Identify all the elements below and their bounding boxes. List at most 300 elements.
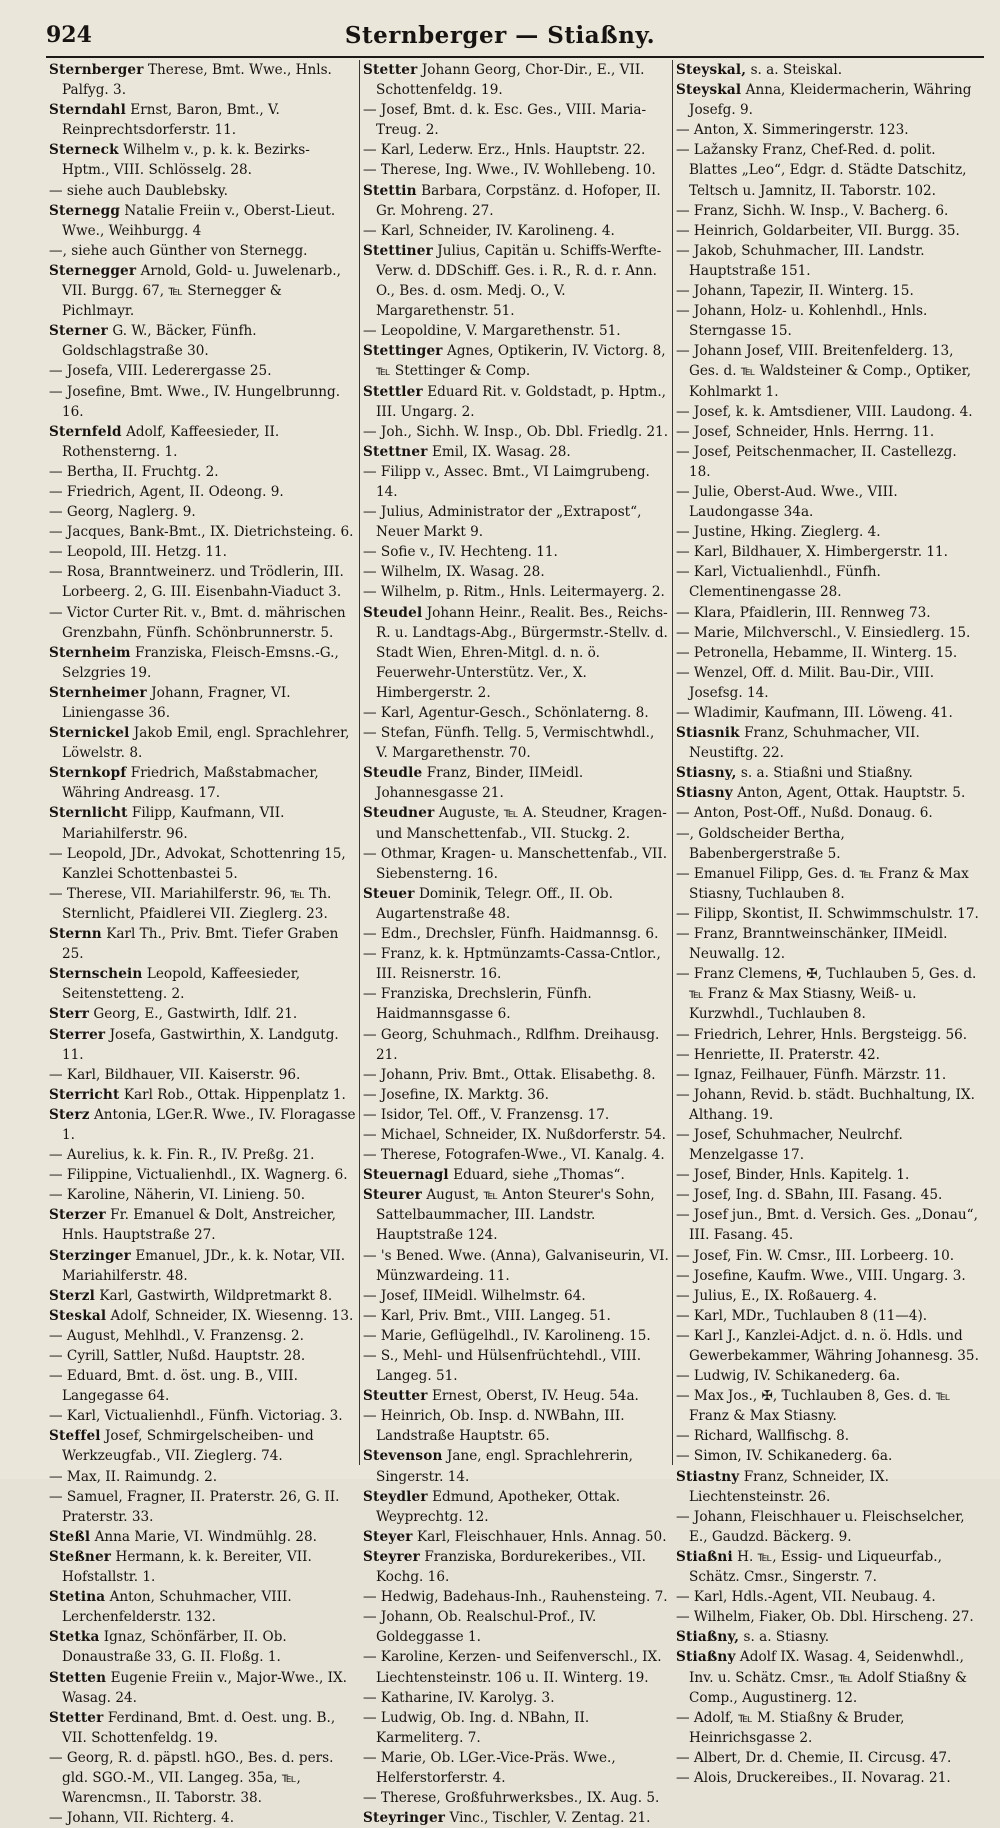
entry-surname: Stiaßny [676,1649,736,1666]
directory-entry [363,1587,669,1607]
entry-details: Franziska, Fleisch-Emsns.-G., Selzgries 19. [62,644,339,681]
directory-entry [676,1085,982,1125]
directory-entry [49,803,356,843]
entry-surname: Stettin [363,182,417,199]
entry-details: — Victor Curter Rit. v., Bmt. d. mährischen Grenzbahn, Fünfh. Schönbrunnerstr. 5. [49,604,346,641]
directory-entry [363,924,669,944]
entry-details: August, ℡ Anton Steurer's Sohn, Sattelbaummacher, III. Landstr. Hauptstraße 124. [376,1187,655,1244]
entry-details: — Leopold, JDr., Advokat, Schottenring 15, Kanzlei Schottenbastei 5. [49,845,346,882]
entry-details: — Josef, Binder, Hnls. Kapitelg. 1. [676,1167,910,1184]
directory-entry [49,844,356,884]
entry-details: — Josef, Bmt. d. k. Esc. Ges., VIII. Maria-Treug. 2. [363,102,647,139]
directory-entry [363,462,669,502]
directory-entry [676,643,982,663]
directory-entry [49,964,356,1004]
entry-details: Georg, E., Gastwirth, Idlf. 21. [93,1006,298,1023]
entry-details: Eugenie Freiin v., Major-Wwe., IX. Wasag. 24. [62,1669,348,1706]
directory-entry [676,1125,982,1165]
entry-surname: Sternegg [49,202,121,219]
entry-surname: Steyskal, [676,62,747,78]
entry-surname: Steudle [363,765,423,782]
directory-entry [676,482,982,522]
entry-details: — Max Jos., ✠, Tuchlauben 8, Ges. d. ℡ Franz & Max Stiasny. [676,1388,951,1425]
entry-details: Franz, Schuhmacher, VII. Neustiftg. 22. [689,725,920,762]
entry-surname: Stettiner [363,242,433,259]
directory-entry [49,1105,356,1145]
directory-entry [676,1768,982,1788]
entry-details: — Josef, Fin. W. Cmsr., III. Lorbeerg. 10. [676,1247,955,1264]
entry-details: — Josef, Peitschenmacher, II. Castellezg. 18. [676,443,957,480]
directory-entry [363,1386,669,1406]
directory-entry [676,1446,982,1466]
directory-entry [49,1346,356,1366]
directory-entry [49,1808,356,1828]
directory-entry [676,442,982,482]
directory-entry [363,703,669,723]
directory-entry [676,422,982,442]
entry-details: — Josef jun., Bmt. d. Versich. Ges. „Donau“, III. Fasang. 45. [676,1207,978,1244]
directory-entry [49,1145,356,1165]
directory-entry [676,964,982,1024]
entry-details: — Karl, Bildhauer, X. Himbergerstr. 11. [676,544,948,561]
entry-surname: Stettler [363,383,423,400]
directory-entry [49,462,356,482]
directory-entry [363,1145,669,1165]
entry-details: Ernest, Oberst, IV. Heug. 54a. [431,1388,639,1405]
entry-details: — Karl, Schneider, IV. Karolineng. 4. [363,222,615,239]
directory-entry [676,1507,982,1547]
directory-entry [49,422,356,462]
directory-entry [49,1306,356,1326]
directory-entry [676,301,982,341]
entry-details: — Heinrich, Goldarbeiter, VII. Burgg. 35. [676,222,960,239]
entry-details: — Richard, Wallfischg. 8. [676,1428,850,1445]
directory-entry [49,542,356,562]
entry-details: — Stefan, Fünfh. Tellg. 5, Vermischtwhdl., V. Margarethenstr. 70. [363,725,655,762]
entry-details: — Simon, IV. Schikanederg. 6a. [676,1448,893,1465]
directory-entry [363,844,669,884]
directory-entry [49,261,356,321]
entry-details: Auguste, ℡ A. Steudner, Kragen- und Manschettenfab., VII. Stuckg. 2. [376,805,667,842]
directory-entry [676,341,982,401]
entry-details: — Johann, Priv. Bmt., Ottak. Elisabethg. 8. [363,1066,656,1083]
directory-entry [363,100,669,140]
entry-surname: Steßl [49,1528,91,1545]
entry-details: — Aurelius, k. k. Fin. R., IV. Preßg. 21. [49,1147,315,1164]
entry-surname: Steudel [363,604,423,621]
entry-details: s. a. Stiasny. [743,1629,830,1646]
directory-entry [363,160,669,180]
entry-details: — Wilhelm, IX. Wasag. 28. [363,564,545,581]
entry-details: — Ludwig, IV. Schikanederg. 6a. [676,1368,901,1385]
entry-surname: Sterndahl [49,102,126,119]
entry-details: Dominik, Telegr. Off., II. Ob. Augartenstraße 48. [376,885,613,922]
entry-details: Johann, Fragner, VI. Liniengasse 36. [62,684,291,721]
entry-details: — Karl, Victualienhdl., Fünfh. Clementinengasse 28. [676,564,881,601]
entry-surname: Sterz [49,1106,90,1123]
directory-entry [676,1386,982,1426]
column-3 [672,60,985,1786]
entry-details: Adolf IX. Wasag. 4, Seidenwhdl., Inv. u. Schätz. Cmsr., ℡ Adolf Stiaßny & Comp., Augustinerg. 12. [689,1649,968,1706]
header-rule [46,56,984,58]
entry-details: Vinc., Tischler, V. Zentag. 21. [449,1810,651,1827]
directory-entry [676,1306,982,1326]
directory-entry [363,1246,669,1286]
entry-details: Fr. Emanuel & Dolt, Anstreicher, Hnls. Hauptstraße 27. [62,1207,336,1244]
directory-entry [676,763,982,783]
directory-entry [363,1406,669,1446]
entry-details: — Karl, Lederw. Erz., Hnls. Hauptstr. 22. [363,142,646,159]
entry-details: — Josef, Ing. d. SBahn, III. Fasang. 45. [676,1187,943,1204]
entry-details: Hermann, k. k. Bereiter, VII. Hofstallstr. 1. [62,1548,312,1586]
directory-entry [49,1366,356,1406]
entry-details: Emanuel, JDr., k. k. Notar, VII. Mariahilferstr. 48. [62,1247,346,1284]
directory-entry [363,241,669,321]
entry-details: Karl, Fleischhauer, Hnls. Annag. 50. [416,1528,667,1545]
directory-entry [363,1125,669,1145]
directory-entry [676,241,982,281]
entry-details: — Katharine, IV. Karolyg. 3. [363,1689,555,1706]
page-header: Sternberger — Stiaßny. [344,22,656,49]
directory-entry [363,502,669,542]
entry-surname: Stetten [49,1669,107,1686]
entry-details: — Filipp, Skontist, II. Schwimmschulstr. 17. [676,905,979,922]
entry-details: — Alois, Druckereibes., II. Novarag. 21. [676,1769,951,1786]
directory-entry [363,1446,669,1486]
entry-details: Anton, Agent, Ottak. Hauptstr. 5. [737,785,966,802]
directory-entry [363,562,669,582]
entry-surname: Stiasnik [676,725,740,742]
entry-surname: Sternberger [49,62,144,78]
entry-details: Agnes, Optikerin, IV. Victorg. 8, ℡ Stettinger & Comp. [376,343,666,380]
directory-entry [676,140,982,200]
entry-surname: Steyringer [363,1810,446,1827]
directory-entry [49,884,356,924]
entry-surname: Stiasny [676,785,733,802]
entry-details: —, Goldscheider Bertha, Babenbergerstraße 5. [676,825,845,862]
column-2 [359,60,672,1827]
entry-details: Karl, Gastwirth, Wildpretmarkt 8. [99,1287,333,1304]
directory-entry [676,402,982,422]
directory-entry [363,1286,669,1306]
directory-entry [49,382,356,422]
entry-details: — Samuel, Fragner, II. Praterstr. 26, G. II. Praterstr. 33. [49,1488,340,1525]
directory-entry [676,1708,982,1748]
entry-details: — Friedrich, Agent, II. Odeong. 9. [49,483,284,500]
directory-entry [49,522,356,542]
directory-entry [676,1286,982,1306]
entry-details: — Heinrich, Ob. Insp. d. NWBahn, III. Landstraße Hauptstr. 65. [363,1408,625,1445]
directory-entry [676,562,982,602]
directory-entry [676,803,982,823]
directory-entry [676,1547,982,1587]
entry-details: — Justine, Hking. Zieglerg. 4. [676,524,881,541]
entry-surname: Sterzl [49,1287,95,1304]
entry-details: — Leopoldine, V. Margarethenstr. 51. [363,323,621,340]
directory-entry [363,884,669,924]
entry-details: — Marie, Ob. LGer.-Vice-Präs. Wwe., Helferstorferstr. 4. [363,1749,616,1786]
directory-entry [676,1266,982,1286]
directory-entry [676,1366,982,1386]
entry-details: Johann Georg, Chor-Dir., E., VII. Schottenfeldg. 19. [376,62,645,99]
directory-entry [363,1487,669,1527]
directory-entry [676,723,982,763]
entry-details: — Emanuel Filipp, Ges. d. ℡ Franz & Max Stiasny, Tuchlauben 8. [676,865,969,902]
entry-details: — Josefine, Bmt. Wwe., IV. Hungelbrunng. 16. [49,383,341,420]
entry-details: — Julius, Administrator der „Extrapost“, Neuer Markt 9. [363,504,642,541]
directory-entry [49,562,356,602]
entry-details: — Karl, Agentur-Gesch., Schönlaterng. 8. [363,705,649,721]
entry-details: — Joh., Sichh. W. Insp., Ob. Dbl. Friedlg. 21. [363,423,669,440]
entry-details: — Therese, VII. Mariahilferstr. 96, ℡ Th. Sternlicht, Pfaidlerei VII. Zieglerg. 23. [49,885,332,922]
directory-entry [363,341,669,381]
directory-entry [363,1607,669,1647]
directory-entry [363,1748,669,1788]
entry-details: Josefa, Gastwirthin, X. Landgutg. 11. [62,1026,339,1063]
entry-surname: Sternn [49,926,102,943]
directory-entry [676,201,982,221]
entry-surname: Sternfeld [49,423,122,440]
entry-surname: Steßner [49,1548,112,1565]
directory-entry [49,201,356,241]
directory-entry [676,1607,982,1627]
directory-entry [676,1326,982,1366]
entry-details: — Wladimir, Kaufmann, III. Löweng. 41. [676,705,953,721]
directory-entry [363,1788,669,1808]
directory-entry [676,1467,982,1507]
directory-entry [363,382,669,422]
entry-surname: Stiastny [676,1468,740,1485]
entry-details: — Jacques, Bank-Bmt., IX. Dietrichsteing. 6. [49,524,354,541]
directory-entry [676,1205,982,1245]
entry-details: — Josef, Schneider, Hnls. Herrng. 11. [676,423,935,440]
directory-entry [49,140,356,180]
entry-surname: Sterner [49,323,109,340]
column-1 [46,60,359,1827]
entry-surname: Sterzer [49,1207,106,1224]
entry-details: — Anton, Post-Off., Nußd. Donaug. 6. [676,805,933,822]
entry-details: Barbara, Corpstänz. d. Hofoper, II. Gr. Mohreng. 27. [376,182,661,219]
entry-details: — Wilhelm, p. Ritm., Hnls. Leitermayerg. 2. [363,584,665,601]
entry-details: G. W., Bäcker, Fünfh. Goldschlagstraße 30. [62,323,257,360]
entry-details: — S., Mehl- und Hülsenfrüchtehdl., VIII. Langeg. 51. [363,1348,642,1385]
entry-details: — August, Mehlhdl., V. Franzensg. 2. [49,1327,304,1344]
directory-entry [676,783,982,803]
directory-entry [49,1487,356,1527]
entry-details: — Eduard, Bmt. d. öst. ung. B., VIII. Langegasse 64. [49,1368,298,1405]
entry-details: Anna, Kleidermacherin, Währing Josefg. 9. [689,82,972,119]
entry-details: Jane, engl. Sprachlehrerin, Singerstr. 14. [376,1448,634,1485]
entry-surname: Sternkopf [49,765,127,782]
entry-details: — Ludwig, Ob. Ing. d. NBahn, II. Karmeliterg. 7. [363,1709,590,1746]
directory-entry [49,643,356,683]
entry-details: — Isidor, Tel. Off., V. Franzensg. 17. [363,1106,610,1123]
entry-details: — Franziska, Drechslerin, Fünfh. Haidmannsgasse 6. [363,986,592,1023]
entry-details: Leopold, Kaffeesieder, Seitenstetteng. 2. [62,966,301,1003]
directory-entry [49,603,356,643]
directory-entry [363,603,669,703]
directory-entry [676,924,982,964]
directory-entry [676,904,982,924]
entry-details: — Leopold, III. Hetzg. 11. [49,544,227,561]
directory-entry [363,1708,669,1748]
directory-entry [676,1426,982,1446]
directory-entry [49,1085,356,1105]
directory-entry [363,442,669,462]
entry-details: — Georg, Naglerg. 9. [49,504,196,521]
directory-entry [676,824,982,864]
entry-details: — Josef, k. k. Amtsdiener, VIII. Laudong. 4. [676,403,973,420]
entry-surname: Steyrer [363,1548,421,1565]
entry-details: — Rosa, Branntweinerz. und Trödlerin, III. Lorbeerg. 2, G. III. Eisenbahn-Viaduct 3. [49,564,344,601]
entry-details: — Albert, Dr. d. Chemie, II. Circusg. 47. [676,1749,952,1766]
directory-entry [49,1527,356,1547]
directory-entry [363,1025,669,1065]
entry-details: — Marie, Milchverschl., V. Einsiedlerg. 15. [676,624,971,641]
directory-entry [363,1185,669,1245]
directory-entry [363,984,669,1024]
entry-details: — Therese, Ing. Wwe., IV. Wohllebeng. 10. [363,162,656,179]
entry-details: Adolf, Schneider, IX. Wiesenng. 13. [110,1307,354,1324]
directory-entry [49,1668,356,1708]
directory-entry [676,1065,982,1085]
entry-details: — Adolf, ℡ M. Stiaßny & Bruder, Heinrichsgasse 2. [676,1709,905,1746]
entry-details: — Max, II. Raimundg. 2. [49,1468,218,1485]
entry-surname: Stettinger [363,343,443,360]
directory-entry [363,803,669,843]
entry-details: Emil, IX. Wasag. 28. [431,443,571,460]
directory-entry [676,80,982,120]
entry-details: — Jakob, Schuhmacher, III. Landstr. Hauptstraße 151. [676,242,925,279]
directory-entry [49,241,356,261]
page-number: 924 [46,22,92,48]
entry-surname: Steffel [49,1428,101,1445]
entry-details: — Johann, Fleischhauer u. Fleischselcher, E., Gaudzd. Bäckerg. 9. [676,1508,965,1545]
entry-details: — Karl, Bildhauer, VII. Kaiserstr. 96. [49,1066,301,1083]
entry-details: — Karl, Hdls.-Agent, VII. Neubaug. 4. [676,1589,936,1606]
entry-details: Anton, Schuhmacher, VIII. Lerchenfelderstr. 132. [62,1589,292,1626]
directory-entry [363,181,669,221]
entry-details: — Johann, Revid. b. städt. Buchhaltung, IX. Althang. 19. [676,1086,975,1123]
entry-surname: Stetina [49,1589,106,1606]
directory-entry [49,482,356,502]
directory-entry [49,1406,356,1426]
directory-entry [49,1587,356,1627]
entry-details: — Franz, k. k. Hptmünzamts-Cassa-Cntlor., III. Reisnerstr. 16. [363,946,661,983]
entry-surname: Sternickel [49,725,130,742]
entry-surname: Steyskal [676,82,742,99]
entry-details: Friedrich, Maßstabmacher, Währing Andreasg. 17. [62,765,319,802]
entry-details: Anna Marie, VI. Windmühlg. 28. [94,1528,317,1545]
entry-details: Eduard, siehe „Thomas“. [453,1167,625,1184]
entry-details: — Karoline, Kerzen- und Seifenverschl., IX. Liechtensteinstr. 106 u. II. Winterg. 19. [363,1649,662,1686]
directory-entry [363,582,669,602]
entry-details: —, siehe auch Günther von Sternegg. [49,242,308,259]
entry-details: — Therese, Fotografen-Wwe., VI. Kanalg. 4. [363,1147,665,1164]
directory-entry [676,864,982,904]
entry-details: Franz, Schneider, IX. Liechtensteinstr. 26. [689,1468,889,1505]
directory-entry [363,1346,669,1386]
entry-details: Adolf, Kaffeesieder, II. Rothensterng. 1. [62,423,280,460]
entry-details: — Wenzel, Off. d. Milit. Bau-Dir., VIII. Josefsg. 14. [676,664,935,701]
directory-entry [49,1748,356,1808]
entry-details: — Johann, Holz- u. Kohlenhdl., Hnls. Sterngasse 15. [676,303,928,340]
entry-details: Josef, Schmirgelscheiben- und Werkzeugfab., VII. Zieglerg. 74. [62,1428,314,1465]
entry-details: s. a. Steiskal. [750,62,843,78]
entry-details: — Karoline, Näherin, VI. Linieng. 50. [49,1187,306,1204]
directory-entry [363,1065,669,1085]
entry-details: — 's Bened. Wwe. (Anna), Galvaniseurin, VI. Münzwardeing. 11. [363,1247,669,1284]
directory-entry [676,1025,982,1045]
directory-entry [676,120,982,140]
directory-entry [363,1547,669,1587]
entry-details: Franziska, Bordurekeribes., VII. Kochg. 16. [376,1548,646,1586]
entry-details: — Johann, VII. Richterg. 4. [49,1810,235,1827]
directory-entry [676,1748,982,1768]
entry-details: — Josefine, Kaufm. Wwe., VIII. Ungarg. 3. [676,1267,966,1284]
directory-entry [49,1165,356,1185]
entry-surname: Stiasny, [676,765,737,782]
entry-surname: Steudner [363,805,435,822]
entry-details: — Karl, Victualienhdl., Fünfh. Victoriag. 3. [49,1408,343,1425]
entry-surname: Stetka [49,1629,100,1646]
entry-surname: Stetter [363,62,418,78]
entry-details: — Filippine, Victualienhdl., IX. Wagnerg. 6. [49,1167,348,1184]
directory-entry [676,603,982,623]
entry-surname: Sterrer [49,1026,106,1043]
directory-entry [363,1527,669,1547]
entry-details: — Henriette, II. Praterstr. 42. [676,1046,880,1063]
entry-details: Ernst, Baron, Bmt., V. Reinprechtsdorferstr. 11. [62,102,280,139]
entry-surname: Stetter [49,1709,104,1726]
entry-details: Arnold, Gold- u. Juwelenarb., VII. Burgg. 67, ℡ Sternegger & Pichlmayr. [62,262,341,320]
directory-entry [676,1045,982,1065]
entry-details: — Josefine, IX. Marktg. 36. [363,1086,549,1103]
entry-details: — Karl, Priv. Bmt., VIII. Langeg. 51. [363,1307,611,1324]
directory-entry [49,1185,356,1205]
entry-details: — Edm., Drechsler, Fünfh. Haidmannsg. 6. [363,926,659,943]
entry-surname: Sternheimer [49,684,147,701]
entry-surname: Steuer [363,885,415,902]
directory-entry [49,181,356,201]
entry-details: — Josefa, VIII. Lederergasse 25. [49,363,272,380]
directory-entry [49,1467,356,1487]
entry-surname: Sterricht [49,1086,120,1103]
entry-details: — siehe auch Daublebsky. [49,182,228,199]
entry-details: — Ignaz, Feilhauer, Fünfh. Märzstr. 11. [676,1066,947,1083]
entry-details: — Anton, X. Simmeringerstr. 123. [676,122,909,139]
entry-surname: Steurer [363,1187,423,1204]
entry-details: — Franz Clemens, ✠, Tuchlauben 5, Ges. d. ℡ Franz & Max Stiasny, Weiß- u. Kurzwhdl., Tuchlauben 8. [676,966,977,1023]
entry-details: Natalie Freiin v., Oberst-Lieut. Wwe., Weihburgg. 4 [62,202,336,239]
entry-surname: Sternheim [49,644,131,661]
entry-surname: Steuernagl [363,1167,449,1184]
directory-entry [49,502,356,522]
directory-entry [676,1627,982,1647]
directory-entry [676,1185,982,1205]
entry-details: — Marie, Geflügelhdl., IV. Karolineng. 15. [363,1327,651,1344]
entry-surname: Stettner [363,443,428,460]
directory-entry [676,60,982,80]
directory-entry [676,221,982,241]
entry-details: — Klara, Pfaidlerin, III. Rennweg 73. [676,604,931,621]
entry-surname: Sterneck [49,142,119,159]
entry-details: — Karl J., Kanzlei-Adjct. d. n. ö. Hdls. und Gewerbekammer, Währing Johannesg. 35. [676,1327,979,1364]
entry-details: — Othmar, Kragen- u. Manschettenfab., VII. Siebensterng. 16. [363,845,668,882]
directory-entry [49,1426,356,1466]
entry-details: — Josef, IIMeidl. Wilhelmstr. 64. [363,1287,586,1304]
directory-entry [363,542,669,562]
